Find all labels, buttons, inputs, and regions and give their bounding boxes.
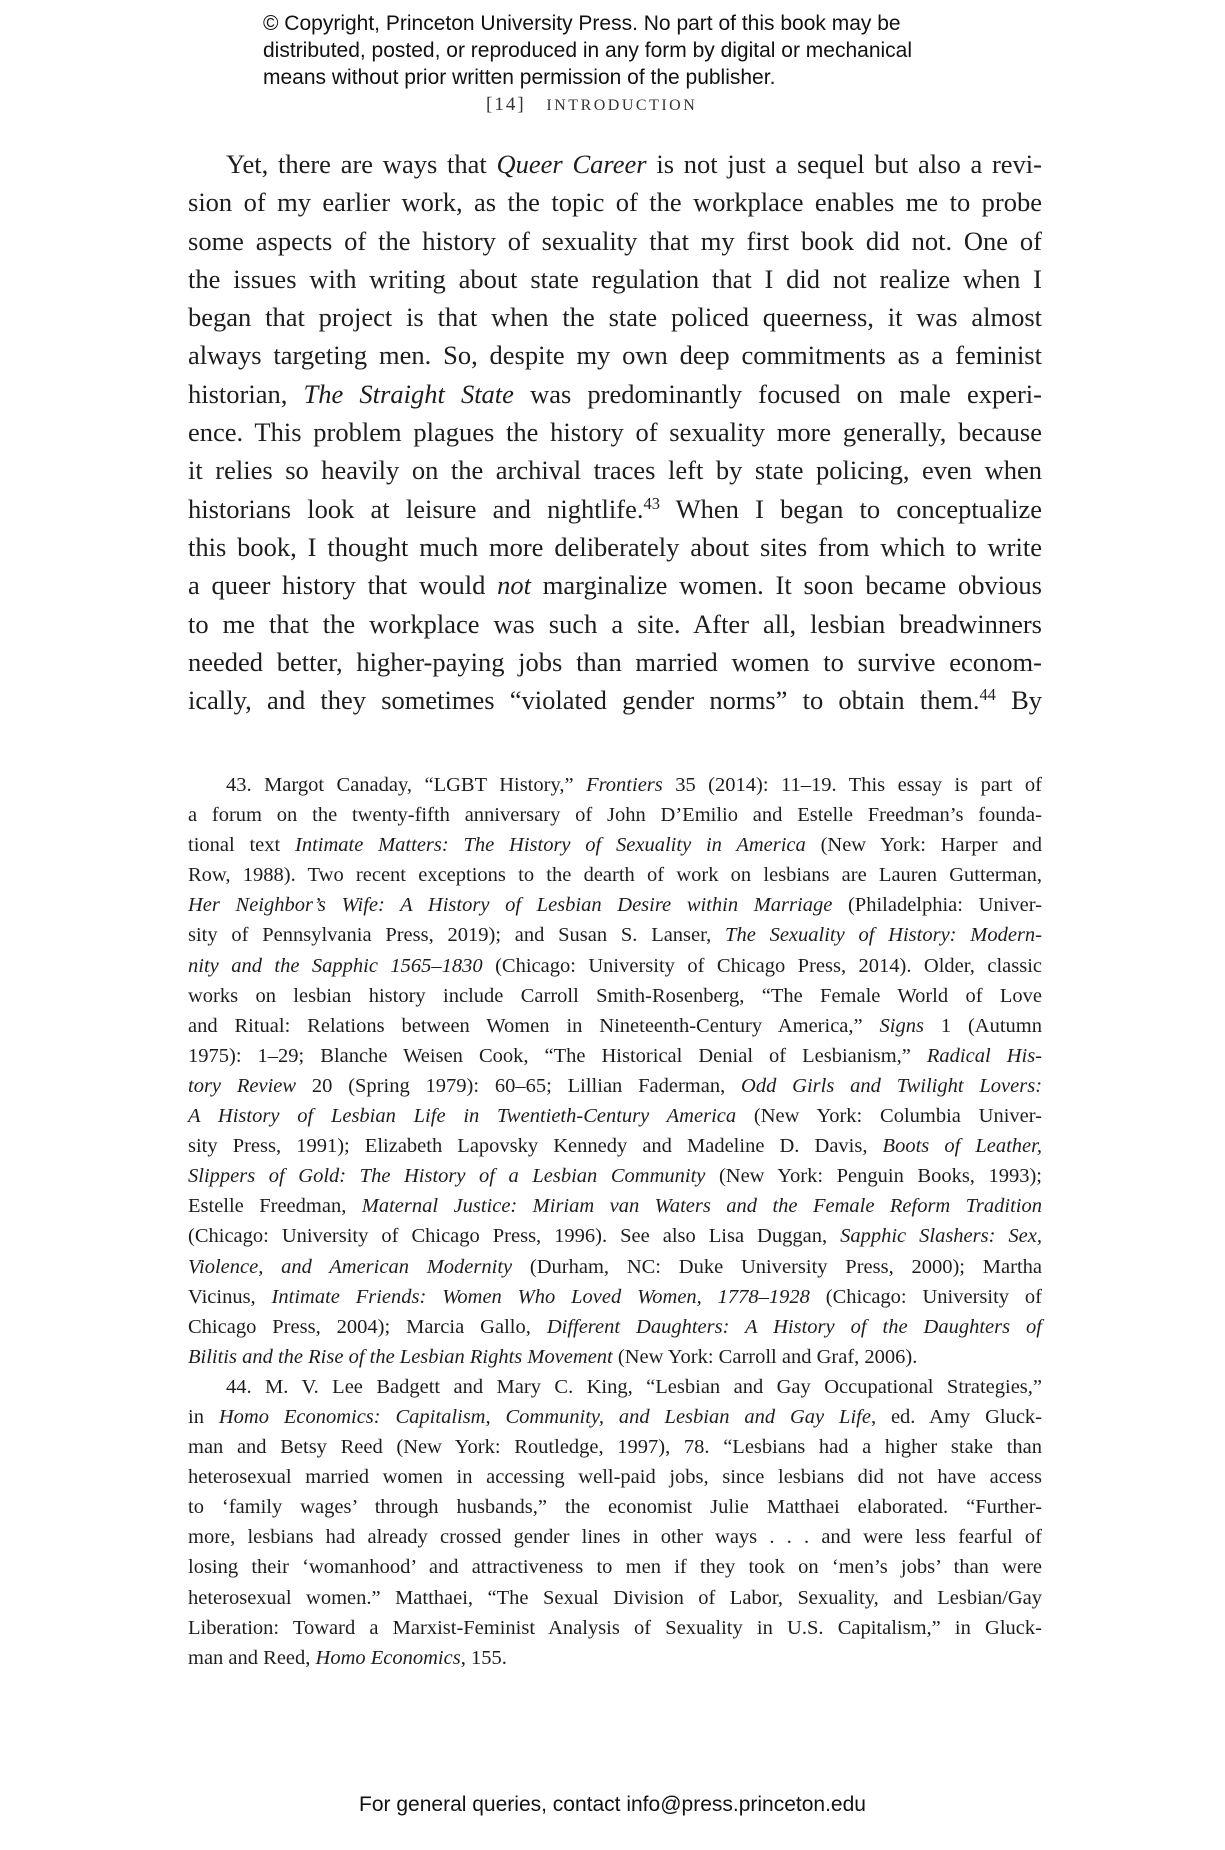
- note-line: in Homo Economics: Capitalism, Community, and Lesbian and Gay Life, ed. Amy Gluck-: [188, 1405, 1042, 1428]
- text-line: needed better, higher-paying jobs than married women to survive econom-: [188, 646, 1042, 677]
- footer-contact: For general queries, contact info@press.princeton.edu: [359, 1793, 866, 1816]
- note-line: Her Neighbor’s Wife: A History of Lesbian Desire within Marriage (Philadelphia: Univer-: [188, 894, 1042, 917]
- page-number: [14]: [486, 94, 526, 115]
- text-line: ence. This problem plagues the history of sexuality more generally, because: [188, 417, 1042, 448]
- note-line: 1975): 1–29; Blanche Weisen Cook, “The Historical Denial of Lesbianism,” Radical His-: [188, 1044, 1042, 1067]
- footnotes: [188, 770, 1042, 1673]
- footnote-43: [188, 770, 1042, 1372]
- note-line: Row, 1988). Two recent exceptions to the dearth of work on lesbians are Lauren Gutterman,: [188, 864, 1042, 887]
- note-line: Bilitis and the Rise of the Lesbian Rights Movement (New York: Carroll and Graf, 2006).: [188, 1345, 918, 1368]
- note-line: man and Betsy Reed (New York: Routledge, 1997), 78. “Lesbians had a higher stake than: [188, 1436, 1042, 1459]
- note-line: heterosexual women.” Matthaei, “The Sexual Division of Labor, Sexuality, and Lesbian/Gay: [188, 1586, 1042, 1609]
- copyright-line: © Copyright, Princeton University Press. No part of this book may be: [263, 12, 901, 35]
- text-line: a queer history that would not marginalize women. It soon became obvious: [188, 570, 1042, 601]
- note-line: Vicinus, Intimate Friends: Women Who Loved Women, 1778–1928 (Chicago: University of: [188, 1285, 1042, 1308]
- note-line: a forum on the twenty-fifth anniversary of John D’Emilio and Estelle Freedman’s founda-: [188, 804, 1042, 827]
- text-line: began that project is that when the state policed queerness, it was almost: [188, 302, 1042, 333]
- note-line: sity of Pennsylvania Press, 2019); and Susan S. Lanser, The Sexuality of History: Modern-: [188, 924, 1043, 947]
- copyright-notice: [263, 10, 1023, 91]
- note-line: 44. M. V. Lee Badgett and Mary C. King, “Lesbian and Gay Occupational Strategies,”: [226, 1375, 1042, 1398]
- note-line: A History of Lesbian Life in Twentieth-Century America (New York: Columbia Univer-: [188, 1105, 1042, 1128]
- text-line: some aspects of the history of sexuality that my first book did not. One of: [188, 225, 1042, 256]
- note-line: Liberation: Toward a Marxist-Feminist Analysis of Sexuality in U.S. Capitalism,” in Gluck-: [188, 1616, 1042, 1639]
- text-line: ically, and they sometimes “violated gender norms” to obtain them.$^{44}$ By: [188, 685, 1042, 716]
- note-line: works on lesbian history include Carroll Smith-Rosenberg, “The Female World of Love: [188, 984, 1042, 1007]
- text-line: the issues with writing about state regulation that I did not realize when I: [188, 263, 1042, 294]
- footnote-ref: 43: [643, 493, 660, 513]
- note-line: losing their ‘womanhood’ and attractiveness to men if they took on ‘men’s jobs’ than were: [188, 1556, 1042, 1579]
- note-line: nity and the Sapphic 1565–1830 (Chicago: University of Chicago Press, 2014). Older, classic: [188, 954, 1042, 977]
- note-line: Chicago Press, 2004); Marcia Gallo, Different Daughters: A History of the Daughters of: [188, 1315, 1042, 1338]
- text-line: historian, The Straight State was predominantly focused on male experi-: [188, 378, 1042, 409]
- footnote-44: [188, 1372, 1042, 1673]
- running-head: [486, 94, 697, 116]
- note-line: to ‘family wages’ through husbands,” the economist Julie Matthaei elaborated. “Further-: [188, 1496, 1042, 1519]
- footnote-ref: 44: [979, 685, 996, 705]
- note-line: Slippers of Gold: The History of a Lesbian Community (New York: Penguin Books, 1993);: [188, 1165, 1043, 1188]
- note-line: heterosexual married women in accessing well-paid jobs, since lesbians did not have access: [188, 1466, 1042, 1489]
- text-line: it relies so heavily on the archival traces left by state policing, even when: [188, 455, 1042, 486]
- copyright-line: means without prior written permission of the publisher.: [263, 66, 776, 89]
- body-paragraph: [188, 145, 1042, 719]
- note-line: tory Review 20 (Spring 1979): 60–65; Lillian Faderman, Odd Girls and Twilight Lovers:: [188, 1074, 1043, 1097]
- note-line: 43. Margot Canaday, “LGBT History,” Frontiers 35 (2014): 11–19. This essay is part of: [226, 774, 1042, 796]
- note-line: sity Press, 1991); Elizabeth Lapovsky Kennedy and Madeline D. Davis, Boots of Leather,: [188, 1135, 1042, 1158]
- note-line: (Chicago: University of Chicago Press, 1996). See also Lisa Duggan, Sapphic Slashers: Sex,: [188, 1225, 1042, 1248]
- note-line: Violence, and American Modernity (Durham, NC: Duke University Press, 2000); Martha: [188, 1255, 1042, 1278]
- text-line: this book, I thought much more deliberately about sites from which to write: [188, 531, 1042, 562]
- note-line: more, lesbians had already crossed gender lines in other ways . . . and were less fearful of: [188, 1526, 1042, 1549]
- note-line: and Ritual: Relations between Women in Nineteenth-Century America,” Signs 1 (Autumn: [188, 1014, 1042, 1037]
- text-line: always targeting men. So, despite my own deep commitments as a feminist: [188, 340, 1042, 371]
- note-line: man and Reed, Homo Economics, 155.: [188, 1646, 507, 1669]
- text-line: to me that the workplace was such a site. After all, lesbian breadwinners: [188, 608, 1042, 639]
- note-line: tional text Intimate Matters: The History of Sexuality in America (New York: Harper and: [188, 834, 1042, 857]
- text-line: sion of my earlier work, as the topic of the workplace enables me to probe: [188, 187, 1042, 218]
- section-title: INTRODUCTION: [546, 97, 698, 114]
- text-line: Yet, there are ways that Queer Career is not just a sequel but also a revi-: [226, 149, 1042, 179]
- note-line: Estelle Freedman, Maternal Justice: Miriam van Waters and the Female Reform Tradition: [188, 1195, 1042, 1218]
- text-line: historians look at leisure and nightlife.$^{43}$ When I began to conceptualize: [188, 493, 1042, 524]
- copyright-line: distributed, posted, or reproduced in any form by digital or mechanical: [263, 39, 913, 62]
